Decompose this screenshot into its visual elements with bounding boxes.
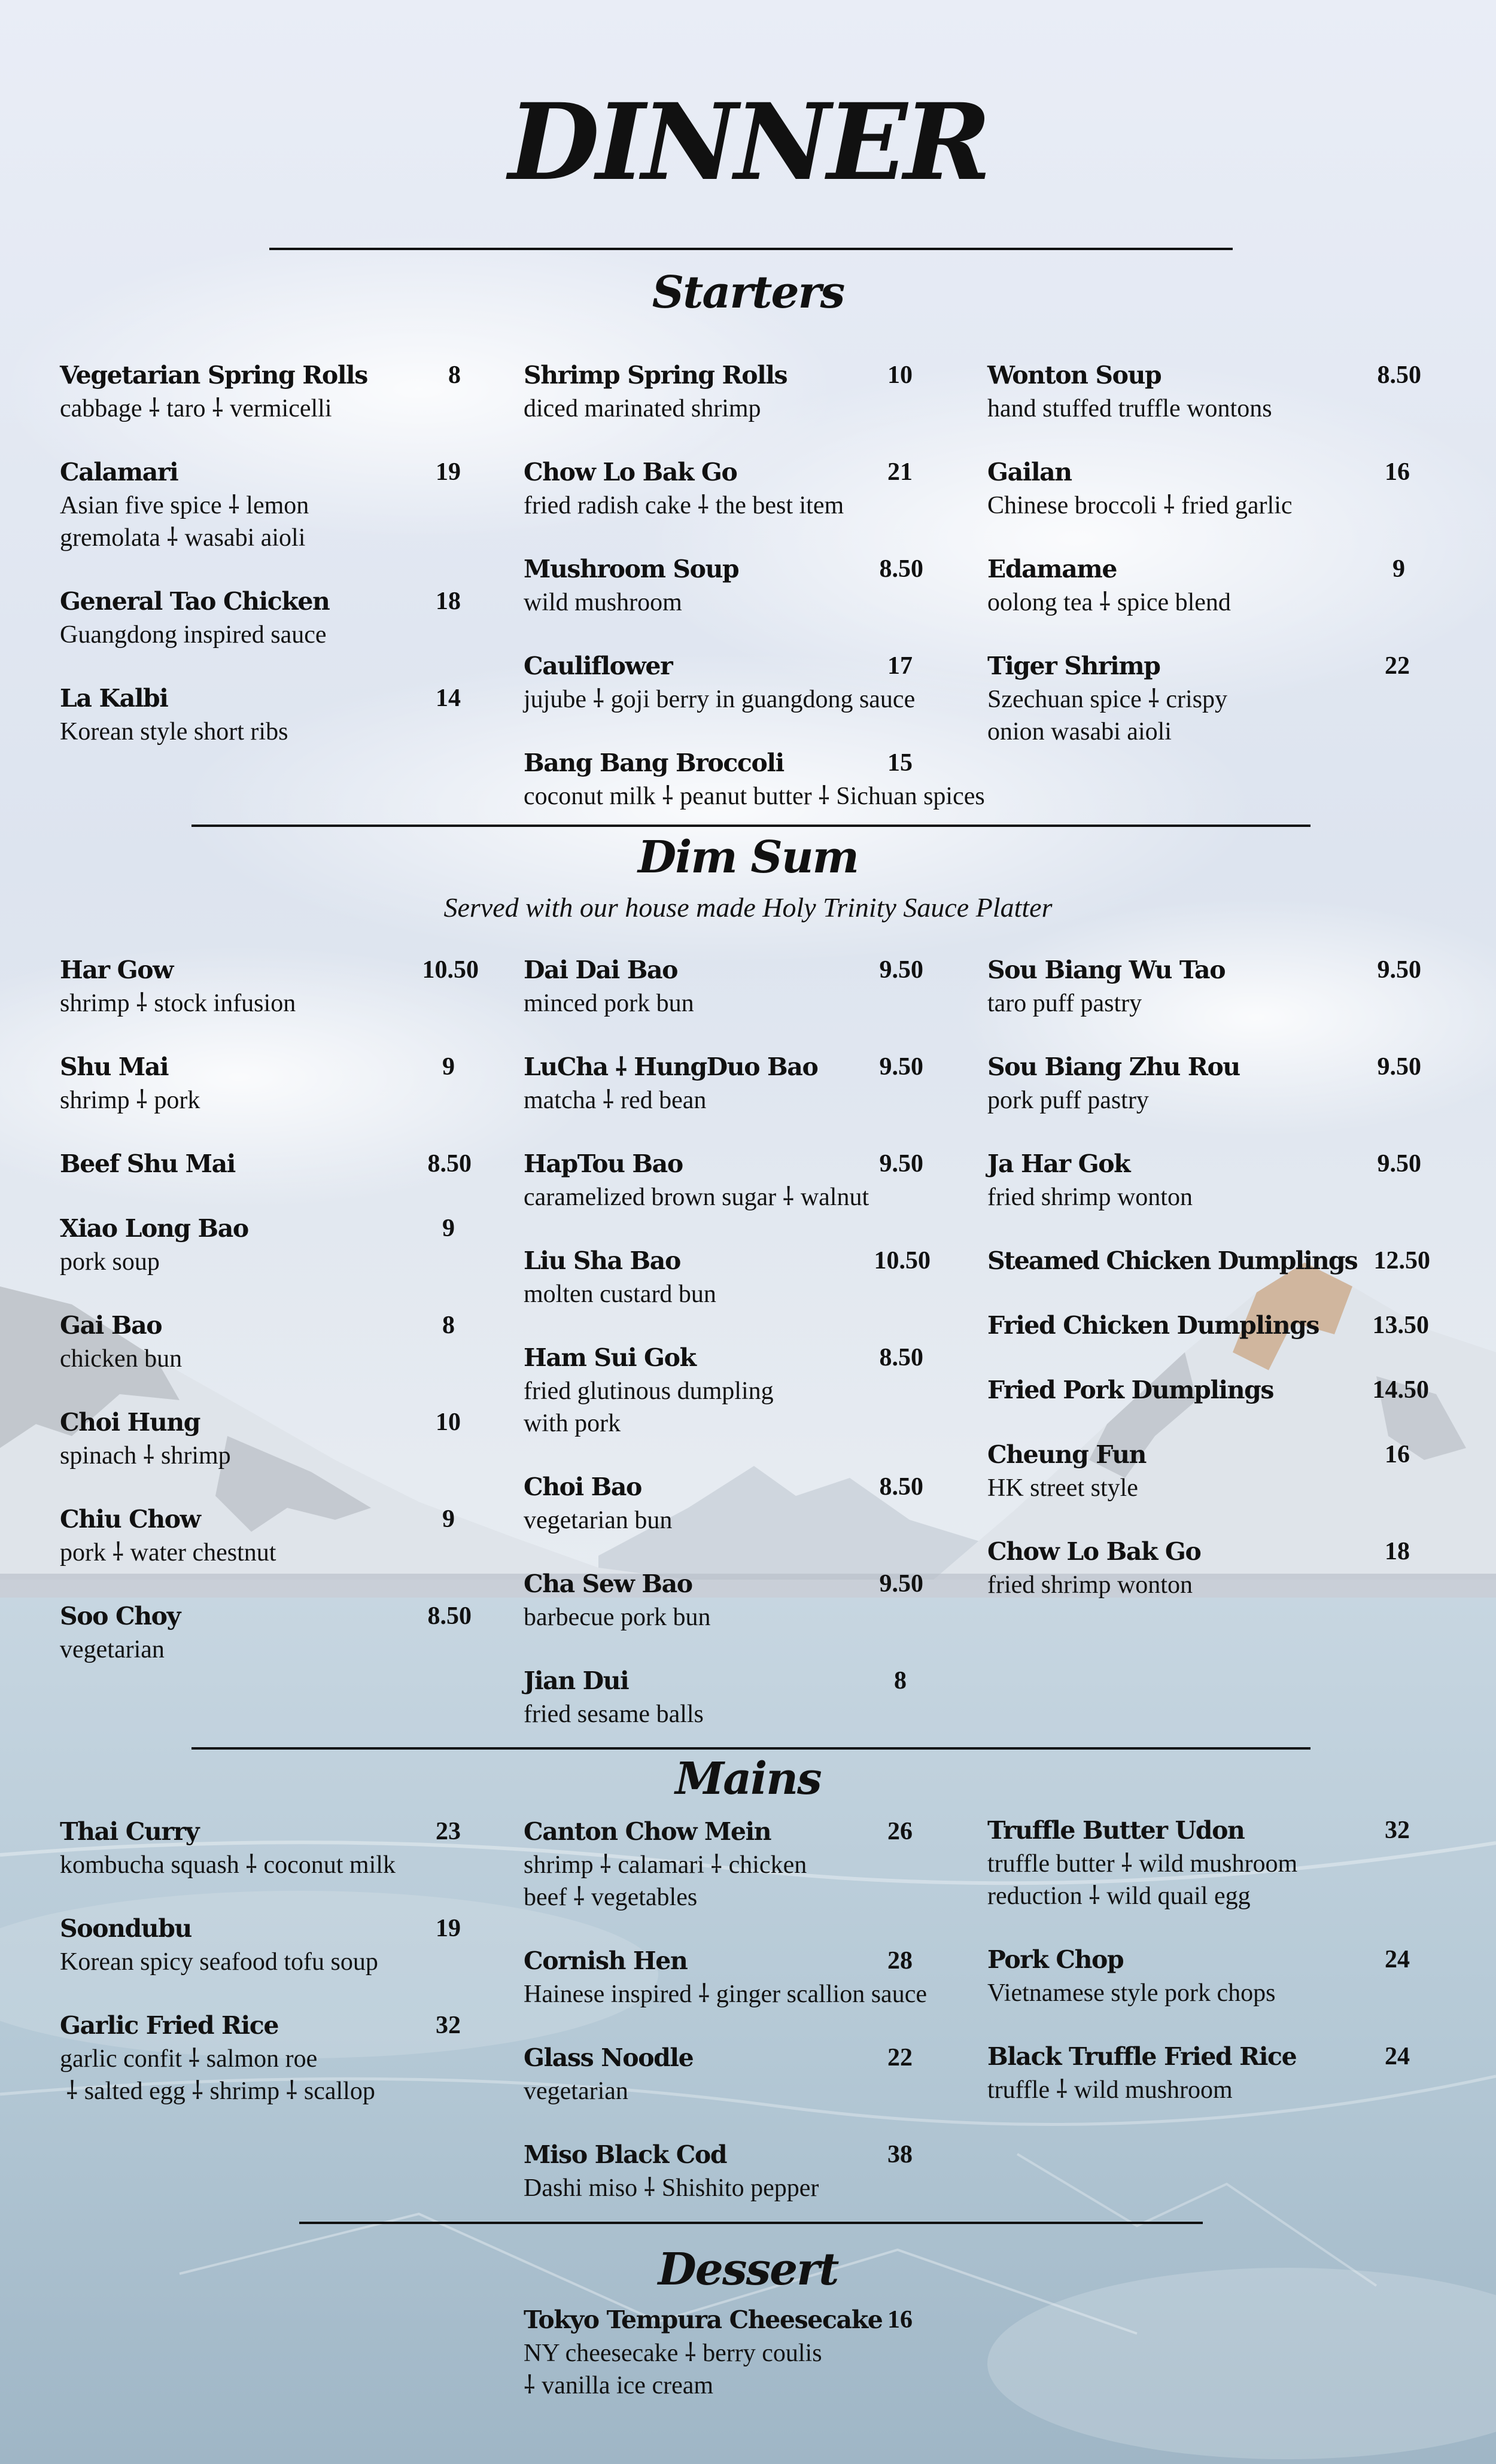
item-name: General Tao Chicken: [60, 587, 330, 616]
item-description: Szechuan spice ⸸ crispy: [987, 686, 1228, 713]
item-name: Cornish Hen: [524, 1946, 688, 1975]
item-price: 18: [436, 588, 461, 615]
item-description: diced marinated shrimp: [524, 395, 761, 422]
item-name: Liu Sha Bao: [524, 1246, 680, 1275]
menu-title: DINNER: [508, 80, 988, 204]
item-price: 14: [436, 685, 461, 712]
item-price: 9.50: [879, 956, 923, 984]
item-price: 10.50: [422, 956, 479, 984]
item-description: spinach ⸸ shrimp: [60, 1442, 231, 1470]
section-title-starters: Starters: [652, 267, 844, 318]
item-description: Chinese broccoli ⸸ fried garlic: [987, 492, 1293, 519]
item-price: 23: [436, 1818, 461, 1845]
item-price: 8.50: [879, 555, 923, 583]
item-description: NY cheesecake ⸸ berry coulis: [524, 2340, 822, 2367]
item-name: Dai Dai Bao: [524, 956, 678, 984]
item-price: 10: [887, 361, 913, 389]
item-name: Ham Sui Gok: [524, 1343, 696, 1372]
item-name: Thai Curry: [60, 1817, 199, 1846]
item-description: pork ⸸ water chestnut: [60, 1539, 276, 1566]
item-description: fried glutinous dumpling: [524, 1377, 774, 1405]
item-name: Cha Sew Bao: [524, 1569, 692, 1598]
item-description: coconut milk ⸸ peanut butter ⸸ Sichuan spices: [524, 783, 985, 810]
item-name: Jian Dui: [524, 1666, 629, 1695]
item-name: Bang Bang Broccoli: [524, 749, 784, 777]
section-title-dimsum: Dim Sum: [638, 832, 858, 883]
item-price: 17: [887, 652, 913, 680]
item-name: LuCha ⸸ HungDuo Bao: [524, 1052, 818, 1081]
item-description: fried radish cake ⸸ the best item: [524, 492, 844, 519]
item-name: Edamame: [987, 555, 1117, 583]
item-name: Mushroom Soup: [524, 555, 739, 583]
item-description: truffle ⸸ wild mushroom: [987, 2076, 1233, 2104]
item-name: Tiger Shrimp: [987, 652, 1160, 680]
item-name: Pork Chop: [987, 1945, 1124, 1974]
item-name: Glass Noodle: [524, 2043, 694, 2072]
item-description: Korean style short ribs: [60, 718, 288, 746]
item-description: ⸸ vanilla ice cream: [524, 2372, 714, 2399]
item-description: shrimp ⸸ stock infusion: [60, 990, 296, 1017]
item-description: vegetarian: [60, 1636, 165, 1663]
item-name: Cauliflower: [524, 652, 673, 680]
item-name: Xiao Long Bao: [60, 1214, 248, 1243]
item-price: 16: [1385, 458, 1410, 486]
item-price: 9: [442, 1053, 455, 1081]
item-name: Tokyo Tempura Cheesecake: [524, 2305, 883, 2334]
item-description: pork soup: [60, 1248, 160, 1276]
item-price: 9.50: [879, 1053, 923, 1081]
item-description: Vietnamese style pork chops: [987, 1979, 1276, 2007]
item-price: 18: [1385, 1538, 1410, 1565]
item-price: 38: [887, 2141, 913, 2168]
item-description: shrimp ⸸ pork: [60, 1087, 200, 1114]
item-name: Fried Chicken Dumplings: [987, 1311, 1319, 1340]
item-price: 16: [1385, 1441, 1410, 1468]
item-description: taro puff pastry: [987, 990, 1142, 1017]
item-name: Gai Bao: [60, 1311, 162, 1340]
item-description: hand stuffed truffle wontons: [987, 395, 1272, 422]
item-name: Chow Lo Bak Go: [524, 458, 737, 486]
item-price: 14.50: [1372, 1376, 1429, 1404]
item-description: Asian five spice ⸸ lemon: [60, 492, 309, 519]
item-price: 9.50: [1377, 1150, 1421, 1178]
item-name: Truffle Butter Udon: [987, 1816, 1245, 1845]
item-price: 9.50: [1377, 1053, 1421, 1081]
item-description: barbecue pork bun: [524, 1604, 711, 1631]
item-name: HapTou Bao: [524, 1149, 683, 1178]
item-name: Chow Lo Bak Go: [987, 1537, 1201, 1566]
item-price: 8.50: [427, 1150, 472, 1178]
item-description: beef ⸸ vegetables: [524, 1884, 698, 1911]
item-name: Black Truffle Fried Rice: [987, 2042, 1297, 2071]
item-name: Gailan: [987, 458, 1072, 486]
item-description: cabbage ⸸ taro ⸸ vermicelli: [60, 395, 332, 422]
item-price: 8: [448, 361, 461, 389]
item-price: 19: [436, 458, 461, 486]
item-description: caramelized brown sugar ⸸ walnut: [524, 1184, 869, 1211]
item-price: 10: [436, 1409, 461, 1436]
item-description: fried shrimp wonton: [987, 1571, 1193, 1599]
item-name: Sou Biang Wu Tao: [987, 956, 1226, 984]
item-name: Choi Bao: [524, 1473, 642, 1501]
item-name: Choi Hung: [60, 1408, 200, 1437]
item-name: Har Gow: [60, 956, 174, 984]
item-name: Soo Choy: [60, 1602, 180, 1631]
item-description: gremolata ⸸ wasabi aioli: [60, 524, 306, 552]
item-description: reduction ⸸ wild quail egg: [987, 1882, 1251, 1910]
item-description: truffle butter ⸸ wild mushroom: [987, 1850, 1298, 1878]
item-price: 32: [436, 2012, 461, 2039]
item-description: matcha ⸸ red bean: [524, 1087, 707, 1114]
item-description: kombucha squash ⸸ coconut milk: [60, 1851, 396, 1879]
item-description: HK street style: [987, 1474, 1138, 1502]
item-name: Chiu Chow: [60, 1505, 200, 1534]
item-price: 12.50: [1373, 1247, 1430, 1274]
item-price: 9: [442, 1505, 455, 1533]
item-description: onion wasabi aioli: [987, 718, 1172, 746]
item-name: Cheung Fun: [987, 1440, 1147, 1469]
item-name: Shu Mai: [60, 1052, 169, 1081]
item-description: fried shrimp wonton: [987, 1184, 1193, 1211]
item-price: 8.50: [879, 1473, 923, 1501]
item-price: 19: [436, 1915, 461, 1942]
item-price: 24: [1385, 2043, 1410, 2070]
item-price: 22: [1385, 652, 1410, 680]
item-description: wild mushroom: [524, 589, 682, 616]
item-description: Dashi miso ⸸ Shishito pepper: [524, 2174, 819, 2202]
item-name: Ja Har Gok: [987, 1149, 1130, 1178]
item-description: vegetarian bun: [524, 1507, 673, 1534]
item-price: 9.50: [1377, 956, 1421, 984]
item-price: 24: [1385, 1946, 1410, 1973]
item-name: Soondubu: [60, 1914, 191, 1943]
section-title-dessert: Dessert: [658, 2244, 838, 2295]
item-name: Shrimp Spring Rolls: [524, 361, 787, 390]
item-description: oolong tea ⸸ spice blend: [987, 589, 1231, 616]
item-name: Wonton Soup: [987, 361, 1161, 390]
item-description: with pork: [524, 1410, 621, 1437]
item-name: Steamed Chicken Dumplings: [987, 1246, 1357, 1275]
item-description: pork puff pastry: [987, 1087, 1149, 1114]
item-name: Miso Black Cod: [524, 2140, 727, 2169]
item-price: 8.50: [879, 1344, 923, 1371]
item-description: jujube ⸸ goji berry in guangdong sauce: [524, 686, 916, 713]
item-description: Guangdong inspired sauce: [60, 621, 327, 649]
item-price: 32: [1385, 1817, 1410, 1844]
section-subtitle-dimsum: Served with our house made Holy Trinity Sauce Platter: [443, 892, 1053, 923]
item-description: chicken bun: [60, 1345, 183, 1373]
item-price: 8.50: [1377, 361, 1421, 389]
item-name: Vegetarian Spring Rolls: [60, 361, 367, 390]
item-name: Garlic Fried Rice: [60, 2011, 279, 2040]
item-price: 9: [1392, 555, 1405, 583]
item-name: Calamari: [60, 458, 178, 486]
mains-divider: [299, 2222, 1203, 2224]
item-description: vegetarian: [524, 2077, 628, 2105]
item-price: 9: [442, 1215, 455, 1242]
item-price: 22: [887, 2044, 913, 2071]
starters-divider: [191, 825, 1310, 827]
dimsum-divider: [191, 1747, 1310, 1750]
item-price: 15: [887, 749, 913, 777]
item-description: molten custard bun: [524, 1280, 716, 1308]
item-price: 9.50: [879, 1150, 923, 1178]
item-price: 13.50: [1372, 1312, 1429, 1339]
item-description: Korean spicy seafood tofu soup: [60, 1948, 378, 1976]
section-title-mains: Mains: [675, 1753, 821, 1805]
item-price: 28: [887, 1947, 913, 1975]
item-description: fried sesame balls: [524, 1701, 704, 1728]
item-name: Sou Biang Zhu Rou: [987, 1052, 1240, 1081]
item-description: minced pork bun: [524, 990, 694, 1017]
item-price: 21: [887, 458, 913, 486]
item-price: 8: [442, 1312, 455, 1339]
item-description: shrimp ⸸ calamari ⸸ chicken: [524, 1851, 807, 1879]
item-name: Fried Pork Dumplings: [987, 1376, 1274, 1404]
title-divider: [269, 248, 1233, 250]
item-description: ⸸ salted egg ⸸ shrimp ⸸ scallop: [60, 2077, 375, 2105]
item-price: 10.50: [874, 1247, 931, 1274]
item-price: 8: [894, 1667, 907, 1695]
item-name: Canton Chow Mein: [524, 1817, 771, 1846]
item-price: 8.50: [427, 1602, 472, 1630]
item-name: Beef Shu Mai: [60, 1149, 235, 1178]
item-price: 9.50: [879, 1570, 923, 1598]
item-description: garlic confit ⸸ salmon roe: [60, 2045, 318, 2073]
item-description: Hainese inspired ⸸ ginger scallion sauce: [524, 1981, 927, 2008]
item-price: 26: [887, 1818, 913, 1845]
item-price: 16: [887, 2306, 913, 2334]
item-name: La Kalbi: [60, 684, 168, 713]
